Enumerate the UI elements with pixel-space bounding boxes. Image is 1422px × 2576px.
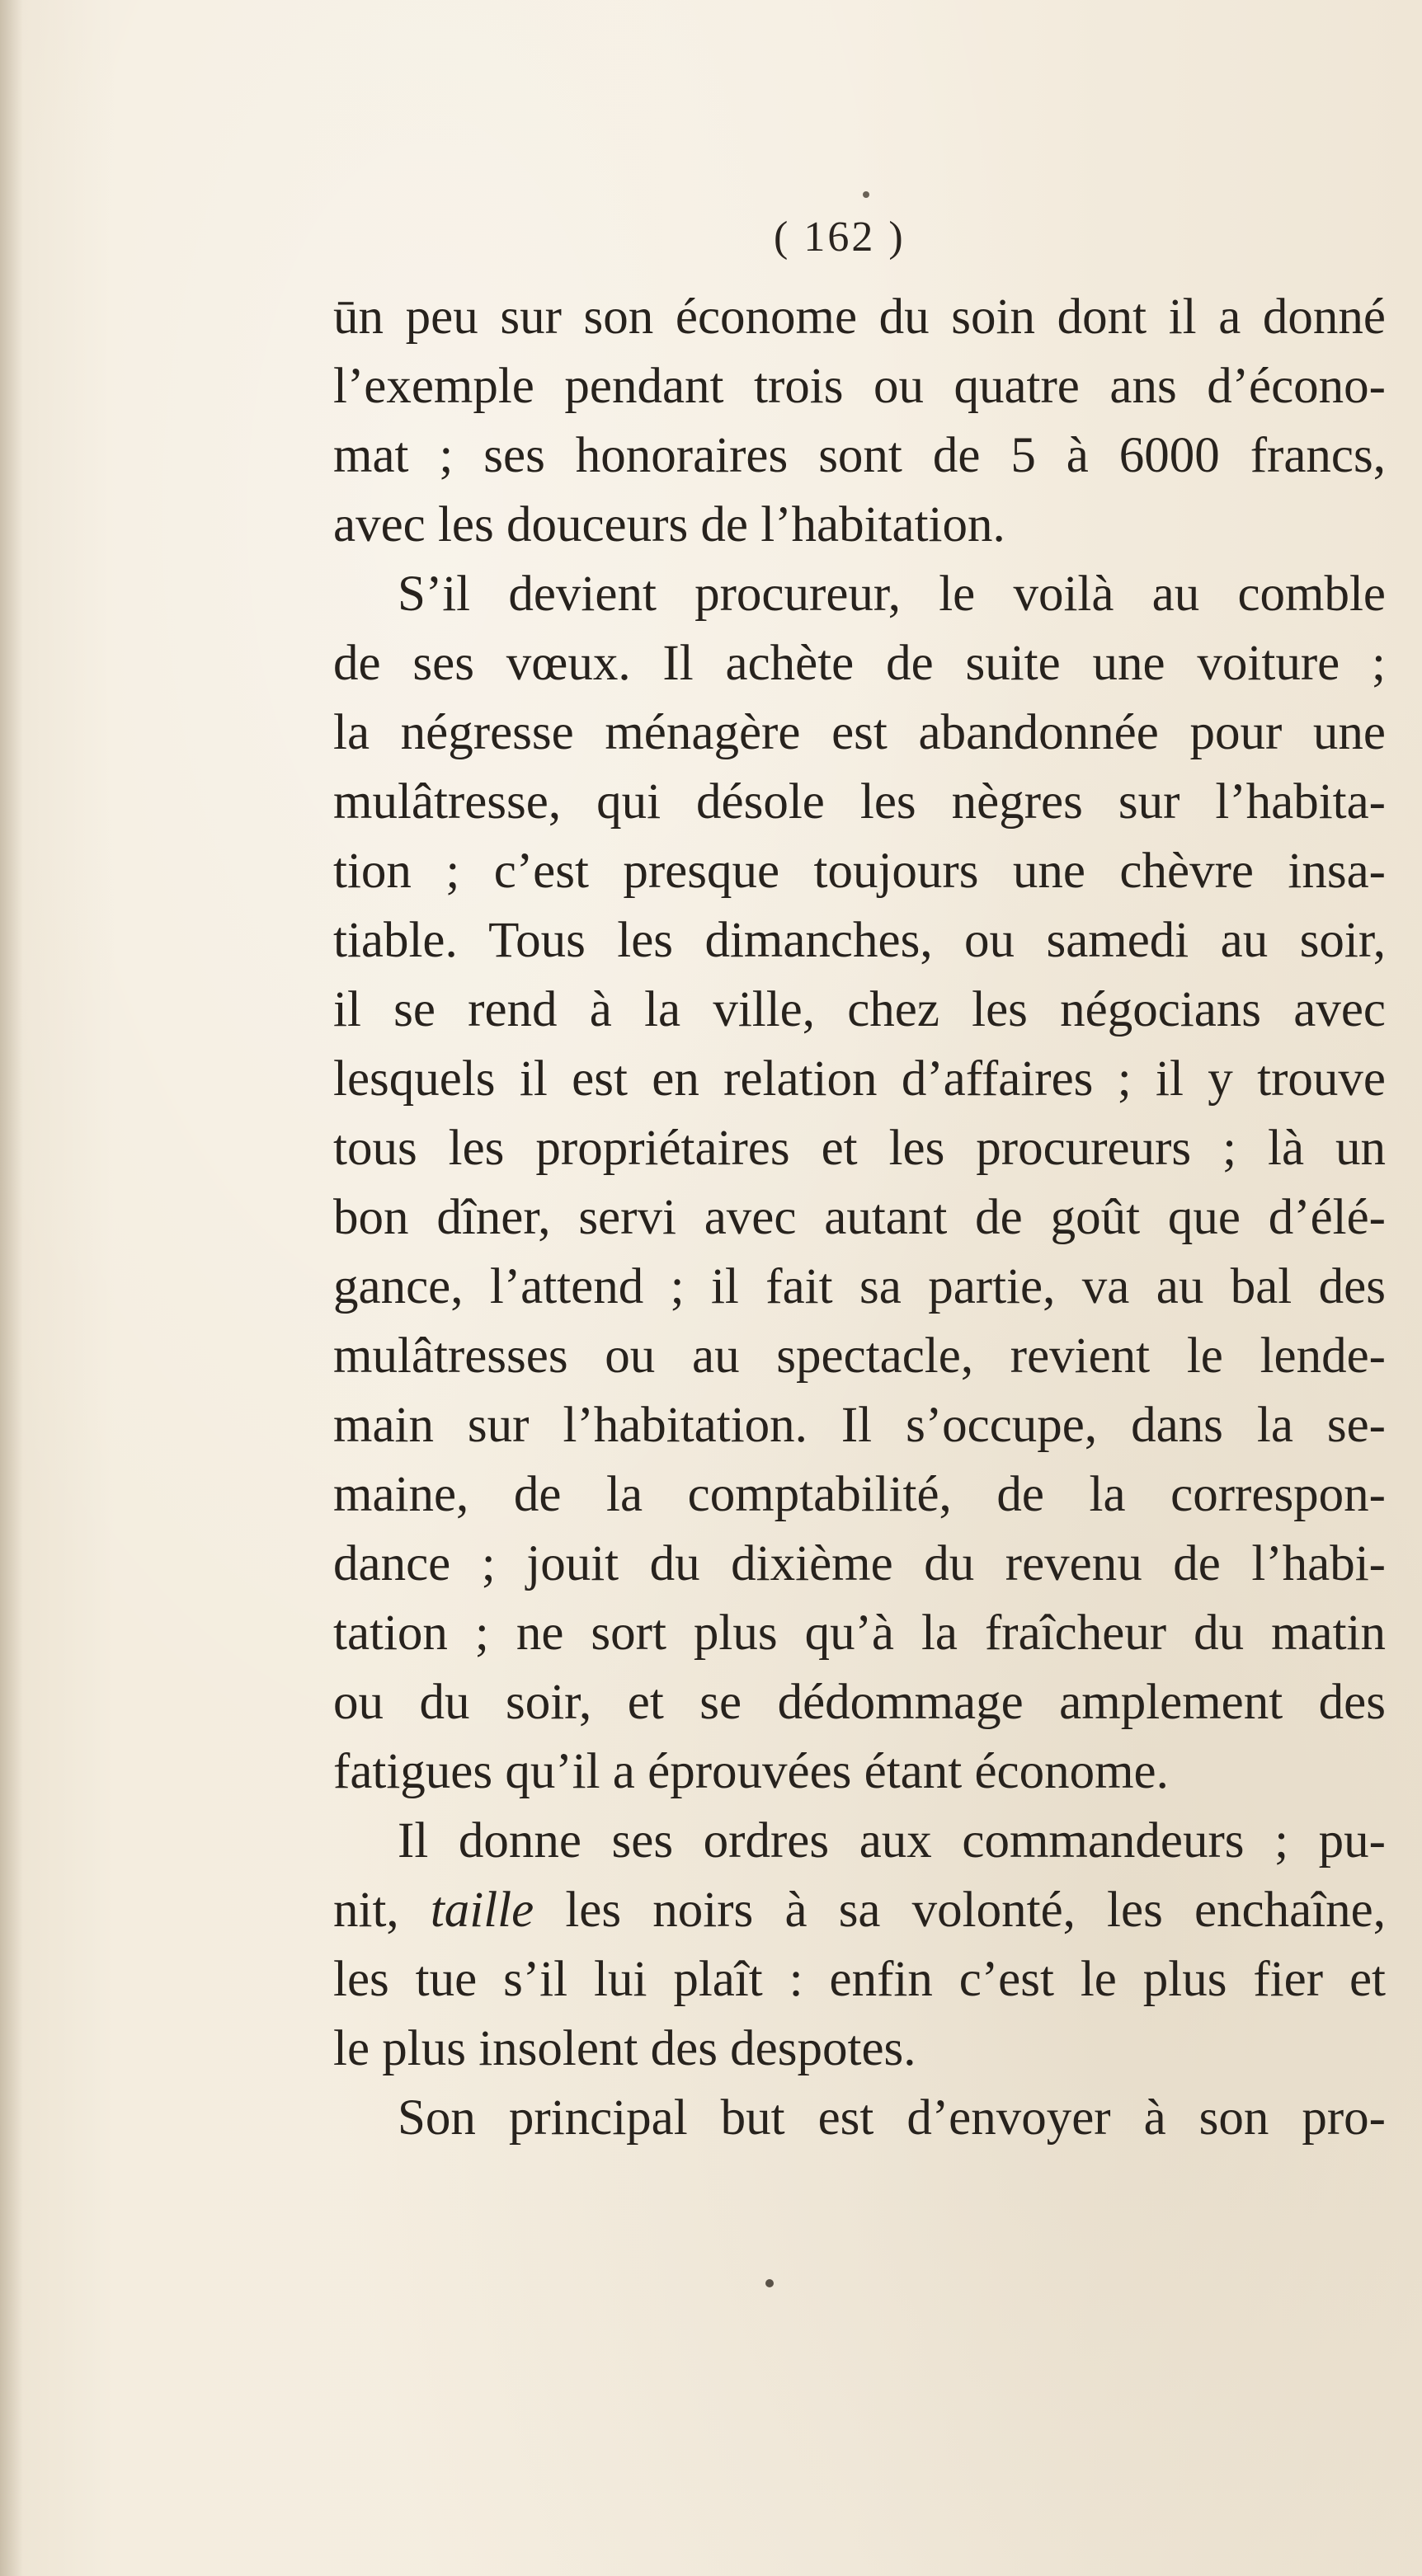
text-line: avec les douceurs de l’habitation. [333,497,1005,552]
text-line: ou du soir, et se dédommage amplement des [333,1675,1386,1730]
text-line: dance ; jouit du dixième du revenu de l’habi- [333,1536,1386,1591]
printer-mark [863,191,869,198]
text-line: tiable. Tous les dimanches, ou samedi au soir, [333,913,1386,968]
gutter-shadow [0,0,23,2576]
text-line: Son principal but est d’envoyer à son pro- [398,2090,1386,2146]
text-line: il se rend à la ville, chez les négocians avec [333,982,1386,1037]
text-span: les noirs à sa volonté, les enchaîne, [534,1883,1386,1938]
text-line: le plus insolent des despotes. [333,2021,916,2076]
text-line: fatigues qu’il a éprouvées étant économe. [333,1744,1169,1799]
text-line: lesquels il est en relation d’affaires ; il y trouve [333,1051,1386,1107]
text-line: mat ; ses honoraires sont de 5 à 6000 francs, [333,428,1386,483]
text-line: les tue s’il lui plaît : enfin c’est le plus fier et [333,1952,1386,2007]
text-line: de ses vœux. Il achète de suite une voiture ; [333,636,1386,691]
text-line: l’exemple pendant trois ou quatre ans d’écono- [333,359,1386,414]
page-number: ( 162 ) [774,214,906,261]
text-line: bon dîner, servi avec autant de goût que d’élé- [333,1190,1386,1245]
text-line-with-italic [333,1876,1386,1945]
text-block [333,283,1386,2153]
text-line: ūn peu sur son économe du soin dont il a donné [333,289,1386,345]
text-line: S’il devient procureur, le voilà au comble [398,566,1386,622]
text-line: mulâtresses ou au spectacle, revient le lende- [333,1328,1386,1384]
text-line: gance, l’attend ; il fait sa partie, va au bal des [333,1259,1386,1314]
printer-mark [765,2279,774,2287]
text-line: tous les propriétaires et les procureurs ; là un [333,1121,1386,1176]
text-line: main sur l’habitation. Il s’occupe, dans la se- [333,1398,1386,1453]
italic-word: taille [430,1883,534,1938]
text-line: la négresse ménagère est abandonnée pour une [333,705,1386,760]
text-line: Il donne ses ordres aux commandeurs ; pu- [398,1813,1386,1869]
text-line: tation ; ne sort plus qu’à la fraîcheur du matin [333,1605,1386,1661]
text-line: tion ; c’est presque toujours une chèvre insa- [333,844,1386,899]
text-span: nit, [333,1883,431,1938]
text-line: maine, de la comptabilité, de la correspon- [333,1467,1386,1522]
text-line: mulâtresse, qui désole les nègres sur l’habita- [333,774,1386,830]
